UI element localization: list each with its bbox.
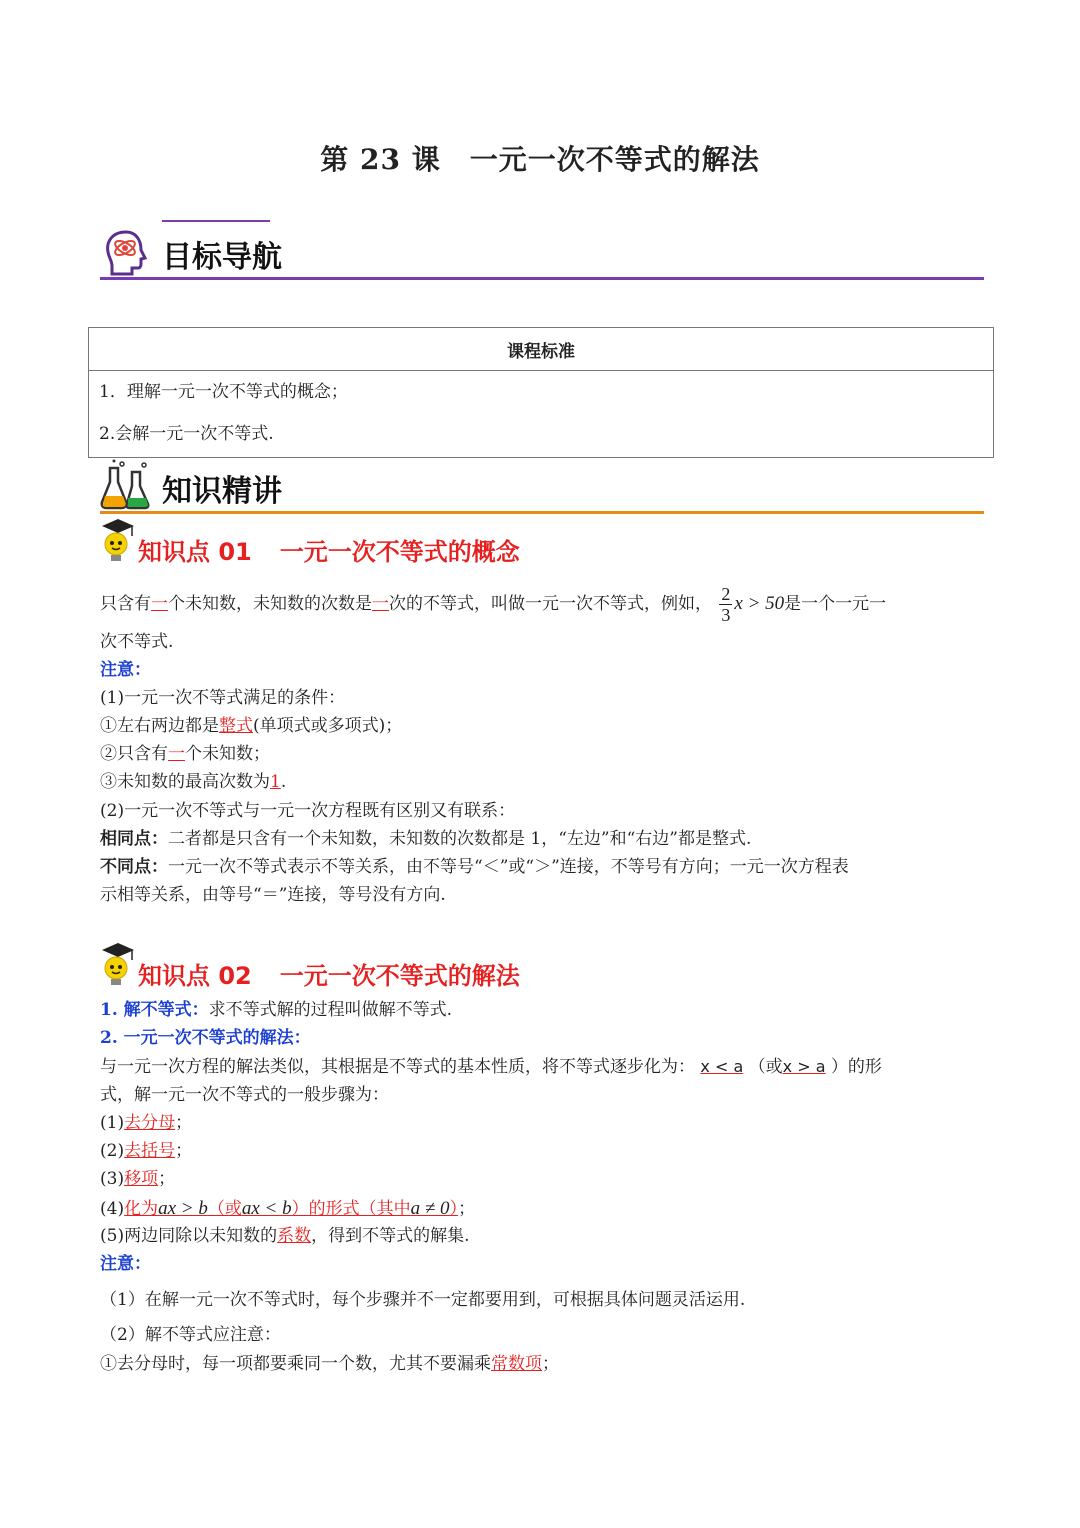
text: 只含有: [100, 594, 151, 614]
text: 化为: [124, 1199, 159, 1219]
kp-number: 知识点 01: [138, 538, 252, 566]
text: (5)两边同除以未知数的: [100, 1226, 278, 1246]
note-1: （1）在解一元一次不等式时，每个步骤并不一定都要用到，可根据具体问题灵活运用.: [100, 1290, 746, 1310]
method-text-1: [100, 1053, 980, 1081]
blank-answer: [124, 1199, 458, 1219]
text: 个未知数，未知数的次数是: [168, 594, 372, 614]
text: ）: [449, 1199, 459, 1219]
text: .: [280, 772, 287, 792]
definition-line-1: [100, 584, 980, 625]
step-number: (3): [100, 1169, 125, 1189]
text: 二者都是只含有一个未知数，未知数的次数都是 1，“左边”和“右边”都是整式.: [168, 829, 752, 849]
section-divider: [100, 277, 984, 280]
blank-answer: 移项: [124, 1169, 159, 1189]
section-overline: [162, 220, 270, 222]
solve-definition: [100, 996, 980, 1024]
table-row: 2.会解一元一次不等式.: [99, 424, 274, 444]
condition-3: [100, 768, 980, 796]
math-expression: ax > b: [158, 1198, 208, 1219]
note-3: [100, 1350, 980, 1378]
math-expression: ax < b: [241, 1198, 292, 1219]
kp-number: 知识点 02: [138, 962, 252, 990]
condition-1: [100, 712, 980, 740]
text: 一元一次不等式表示不等关系，由不等号“＜”或“＞”连接，不等号有方向；一元一次方程表: [168, 857, 849, 877]
blank-answer: 整式: [219, 716, 253, 736]
blank-answer: 一: [168, 744, 185, 764]
knowledge-point-title: [138, 956, 548, 991]
text: 是一个一元一: [784, 594, 887, 614]
same-point: [100, 825, 980, 853]
method-text-2: 式，解一元一次不等式的一般步骤为：: [100, 1085, 389, 1105]
knowledge-point-title: [138, 532, 548, 567]
step-number: (1): [100, 1113, 125, 1133]
text: 求不等式解的过程叫做解不等式.: [208, 1000, 453, 1020]
table-header: 课程标准: [89, 328, 994, 371]
text: ）的形式（其中: [291, 1199, 411, 1219]
step-number: (4): [100, 1199, 125, 1219]
text: ①去分母时，每一项都要乘同一个数，尤其不要漏乘: [100, 1354, 491, 1374]
text: ；: [458, 1199, 476, 1219]
text: ；: [175, 1141, 193, 1161]
blank-answer: 去括号: [124, 1141, 176, 1161]
step-1: [100, 1109, 980, 1137]
step-5: [100, 1222, 980, 1250]
diff-point: [100, 853, 980, 881]
relation-title: (2)一元一次不等式与一元一次方程既有区别又有联系：: [100, 801, 516, 821]
note-label: 注意：: [100, 1254, 151, 1274]
knowledge-point-01-header: [98, 516, 598, 572]
blank-answer: 1: [270, 772, 281, 792]
table-body: [89, 371, 994, 458]
diff-label: 不同点：: [100, 857, 168, 877]
text: 个未知数；: [185, 744, 270, 764]
course-standard-table: [88, 327, 994, 458]
blank-answer: 常数项: [491, 1354, 542, 1374]
fraction-numerator: 2: [721, 584, 731, 604]
text: ①左右两边都是: [100, 716, 219, 736]
kp-title: 一元一次不等式的解法: [279, 962, 520, 990]
diff-point-cont: 示相等关系，由等号“＝”连接，等号没有方向.: [100, 885, 446, 905]
section-header-knowledge: [100, 466, 984, 514]
math-expression: x > 50: [734, 593, 785, 614]
text: ，得到不等式的解集.: [311, 1226, 470, 1246]
blank-answer: 系数: [277, 1226, 312, 1246]
blank-answer: x > a: [782, 1057, 826, 1076]
brain-head-icon: [102, 228, 150, 278]
math-expression: a ≠ 0: [410, 1198, 450, 1219]
kp-title: 一元一次不等式的概念: [279, 538, 520, 566]
section-header-goals: [100, 232, 984, 280]
section-label: 知识精讲: [162, 474, 282, 509]
text: （或: [207, 1199, 242, 1219]
lab-flask-icon: [100, 458, 152, 514]
graduate-bulb-icon: [98, 516, 138, 566]
condition-2: [100, 740, 980, 768]
blank-answer: 一: [151, 594, 168, 614]
text: 与一元一次方程的解法类似，其根据是不等式的基本性质，将不等式逐步化为：: [100, 1057, 695, 1077]
text: 次的不等式，叫做一元一次不等式，例如，: [389, 594, 712, 614]
condition-title: (1)一元一次不等式满足的条件：: [100, 688, 346, 708]
text: ；: [542, 1354, 559, 1374]
blank-answer: 一: [372, 594, 389, 614]
step-3: [100, 1165, 980, 1193]
text: ；: [175, 1113, 193, 1133]
section-divider: [100, 511, 984, 514]
knowledge-point-02-header: [98, 940, 598, 996]
blue-label: 1. 解不等式：: [100, 1000, 209, 1020]
definition-line-2: 次不等式.: [100, 632, 174, 652]
step-number: (2): [100, 1141, 125, 1161]
text: ③未知数的最高次数为: [100, 772, 270, 792]
page-title: 第 23 课 一元一次不等式的解法: [320, 143, 760, 176]
text: （或: [748, 1057, 783, 1077]
method-label: 2. 一元一次不等式的解法：: [100, 1028, 311, 1048]
same-label: 相同点：: [100, 829, 168, 849]
fraction-denominator: 3: [721, 605, 731, 625]
blank-answer: x < a: [700, 1057, 744, 1076]
note-label: 注意：: [100, 660, 151, 680]
text: ②只含有: [100, 744, 168, 764]
table-row: 1．理解一元一次不等式的概念；: [99, 382, 348, 402]
text: (单项式或多项式)；: [253, 716, 403, 736]
note-2: （2）解不等式应注意：: [100, 1325, 281, 1345]
step-2: [100, 1137, 980, 1165]
step-4: [100, 1195, 980, 1223]
blank-answer: 去分母: [124, 1113, 176, 1133]
graduate-bulb-icon: [98, 940, 138, 990]
fraction: [719, 584, 732, 625]
section-label: 目标导航: [162, 240, 282, 275]
text: ；: [158, 1169, 176, 1189]
text: ）的形: [830, 1057, 882, 1077]
